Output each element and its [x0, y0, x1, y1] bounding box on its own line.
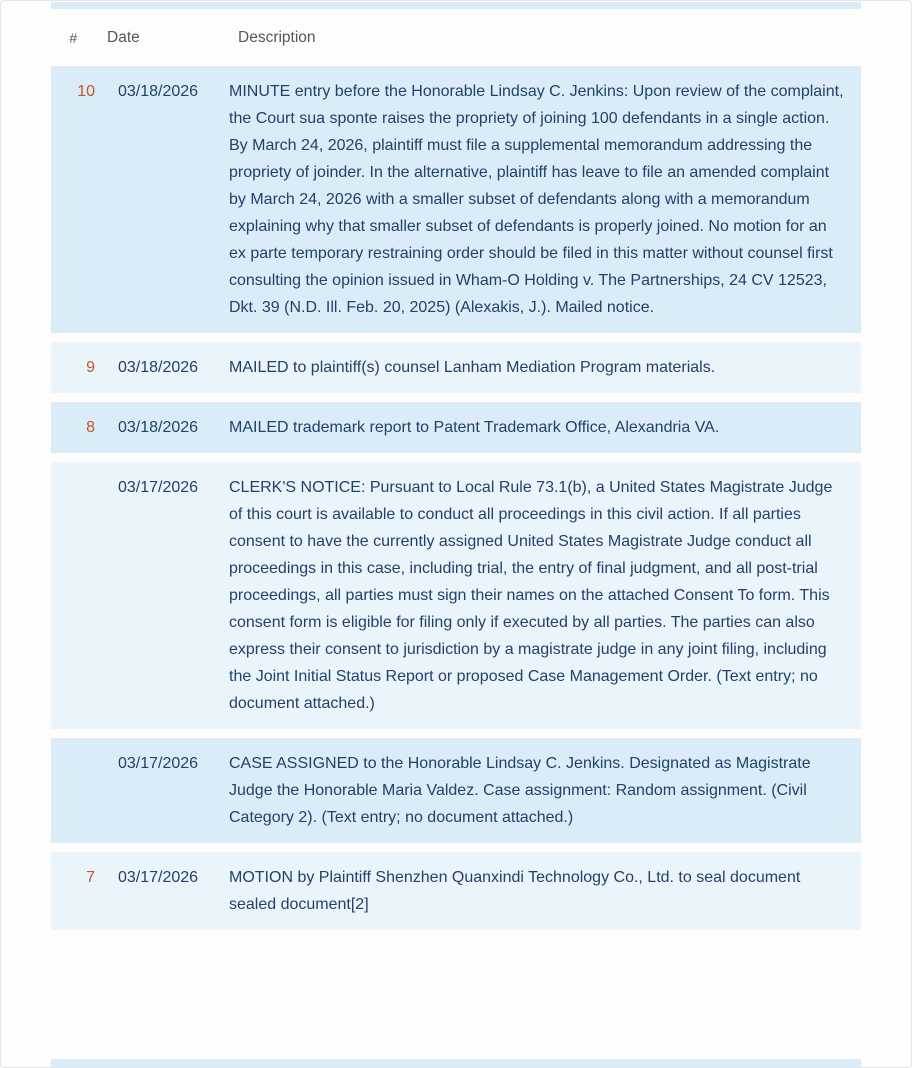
- entry-number-link[interactable]: 10: [77, 83, 95, 100]
- column-header-number: #: [69, 29, 77, 46]
- column-header-description: Description: [238, 28, 316, 46]
- table-row: [51, 852, 861, 930]
- entry-number-link: [51, 474, 95, 717]
- entry-description: CLERK'S NOTICE: Pursuant to Local Rule 73.1(b), a United States Magistrate Judge of this court is available to conduct all proceedings in this civil action. If all parties consent to have the currently assigned United States Magistrate Judge conduct all proceedings in this case, including trial, the entry of final judgment, and all post-trial proceedings, all parties must sign their names on the attached Consent To form. This consent form is eligible for filing only if executed by all parties. The parties can also express their consent to jurisdiction by a magistrate judge in any joint filing, including the Joint Initial Status Report or proposed Case Management Order. (Text entry; no document attached.): [229, 479, 833, 712]
- entry-description: CASE ASSIGNED to the Honorable Lindsay C. Jenkins. Designated as Magistrate Judge the Honorable Maria Valdez. Case assignment: Random assignment. (Civil Category 2). (Text entry; no document attached.): [229, 755, 811, 826]
- entry-number-link[interactable]: 8: [86, 419, 95, 436]
- docket-rows: [51, 66, 861, 930]
- table-row: [51, 342, 861, 393]
- entry-date: 03/17/2026: [118, 479, 199, 496]
- docket-table: [51, 9, 861, 939]
- partial-row-below: [51, 1059, 861, 1067]
- entry-date: 03/18/2026: [118, 419, 199, 436]
- column-header-date: Date: [107, 28, 140, 46]
- entry-number-link[interactable]: 7: [86, 869, 95, 886]
- entry-description: MINUTE entry before the Honorable Lindsay C. Jenkins: Upon review of the complaint, the Court sua sponte raises the propriety of joining 100 defendants in a single action. By March 24, 2026, plaintiff must file a supplemental memorandum addressing the propriety of joinder. In the alternative, plaintiff has leave to file an amended complaint by March 24, 2026 with a smaller subset of defendants along with a memorandum explaining why that smaller subset of defendants is properly joined. No motion for an ex parte temporary restraining order should be filed in this matter without counsel first consulting the opinion issued in Wham-O Holding v. The Partnerships, 24 CV 12523, Dkt. 39 (N.D. Ill. Feb. 20, 2025) (Alexakis, J.). Mailed notice.: [229, 83, 844, 316]
- table-row: [51, 66, 861, 333]
- entry-description: MAILED trademark report to Patent Trademark Office, Alexandria VA.: [229, 419, 720, 436]
- entry-number-link: [51, 750, 95, 831]
- table-row: [51, 738, 861, 843]
- entry-date: 03/17/2026: [118, 869, 199, 886]
- entry-description: MOTION by Plaintiff Shenzhen Quanxindi Technology Co., Ltd. to seal document sealed document[2]: [229, 869, 801, 913]
- entry-number-link[interactable]: 9: [86, 359, 95, 376]
- table-row: [51, 402, 861, 453]
- partial-row-above: [51, 2, 861, 9]
- table-row: [51, 462, 861, 729]
- entry-date: 03/18/2026: [118, 83, 199, 100]
- entry-description: MAILED to plaintiff(s) counsel Lanham Mediation Program materials.: [229, 359, 716, 376]
- entry-date: 03/18/2026: [118, 359, 199, 376]
- table-header-row: [51, 9, 861, 66]
- entry-date: 03/17/2026: [118, 755, 199, 772]
